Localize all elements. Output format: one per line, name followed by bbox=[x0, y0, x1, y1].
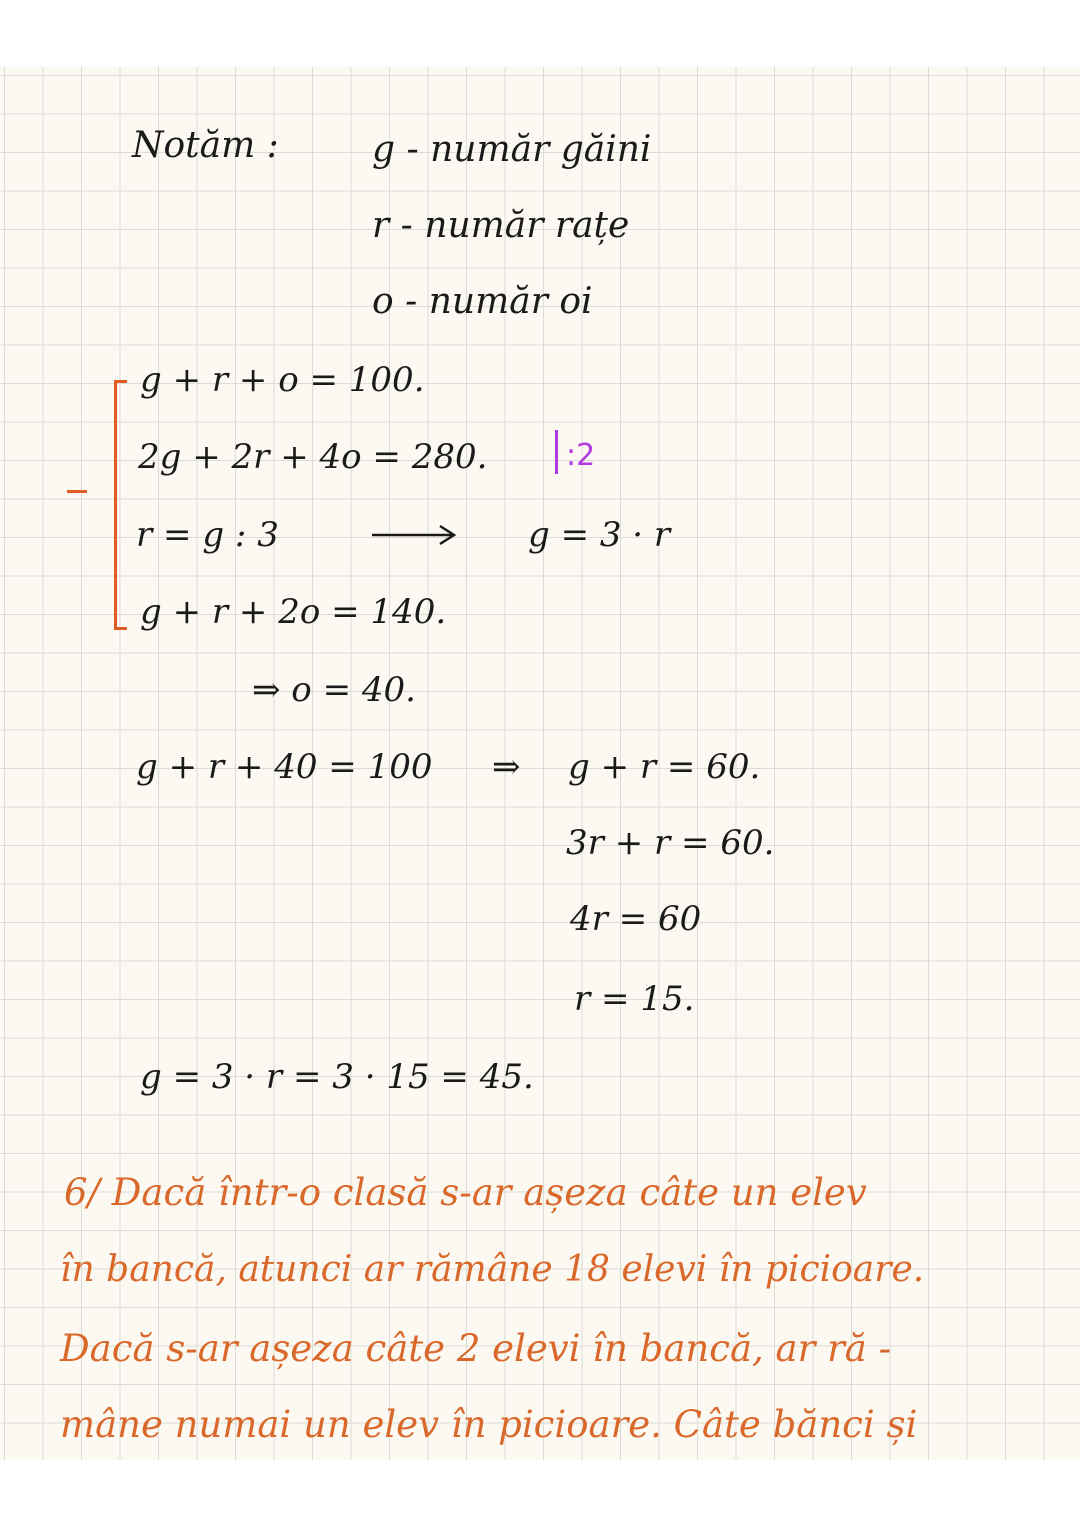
solution-step-1: g + r + 40 = 100 bbox=[136, 747, 433, 787]
subtract-sign bbox=[67, 490, 87, 493]
problem-6-line-3: Dacă s-ar așeza câte 2 elevi în bancă, ar ră - bbox=[60, 1327, 892, 1370]
solution-step-4: 4r = 60 bbox=[570, 899, 702, 939]
g-final: g = 3 · r = 3 · 15 = 45. bbox=[140, 1057, 534, 1097]
problem-6-line-2: în bancă, atunci ar rămâne 18 elevi în picioare. bbox=[60, 1249, 925, 1290]
implies-symbol: ⇒ bbox=[492, 747, 521, 787]
equation-4: g + r + 2o = 140. bbox=[140, 592, 447, 632]
implies-arrow-icon bbox=[370, 520, 460, 550]
equation-3: r = g : 3 bbox=[136, 515, 279, 555]
system-bracket bbox=[114, 380, 127, 630]
solution-step-5: r = 15. bbox=[574, 979, 695, 1019]
o-result: ⇒ o = 40. bbox=[252, 670, 416, 710]
problem-6-line-1: 6/ Dacă într-o clasă s-ar așeza câte un elev bbox=[64, 1171, 867, 1214]
equation-2: 2g + 2r + 4o = 280. bbox=[138, 437, 488, 477]
definition-g: g - număr găini bbox=[372, 129, 652, 170]
solution-step-3: 3r + r = 60. bbox=[566, 823, 775, 863]
divide-bar bbox=[555, 430, 558, 474]
equation-2-note: :2 bbox=[566, 438, 596, 473]
equation-1: g + r + o = 100. bbox=[140, 360, 425, 400]
solution-step-2: g + r = 60. bbox=[568, 747, 761, 787]
definitions-label: Notăm : bbox=[132, 125, 279, 166]
definition-o: o - număr oi bbox=[372, 281, 593, 322]
equation-3-result: g = 3 · r bbox=[528, 515, 671, 555]
definition-r: r - număr rațe bbox=[372, 205, 630, 246]
problem-6-line-4: mâne numai un elev în picioare. Câte bănci și bbox=[60, 1403, 918, 1446]
